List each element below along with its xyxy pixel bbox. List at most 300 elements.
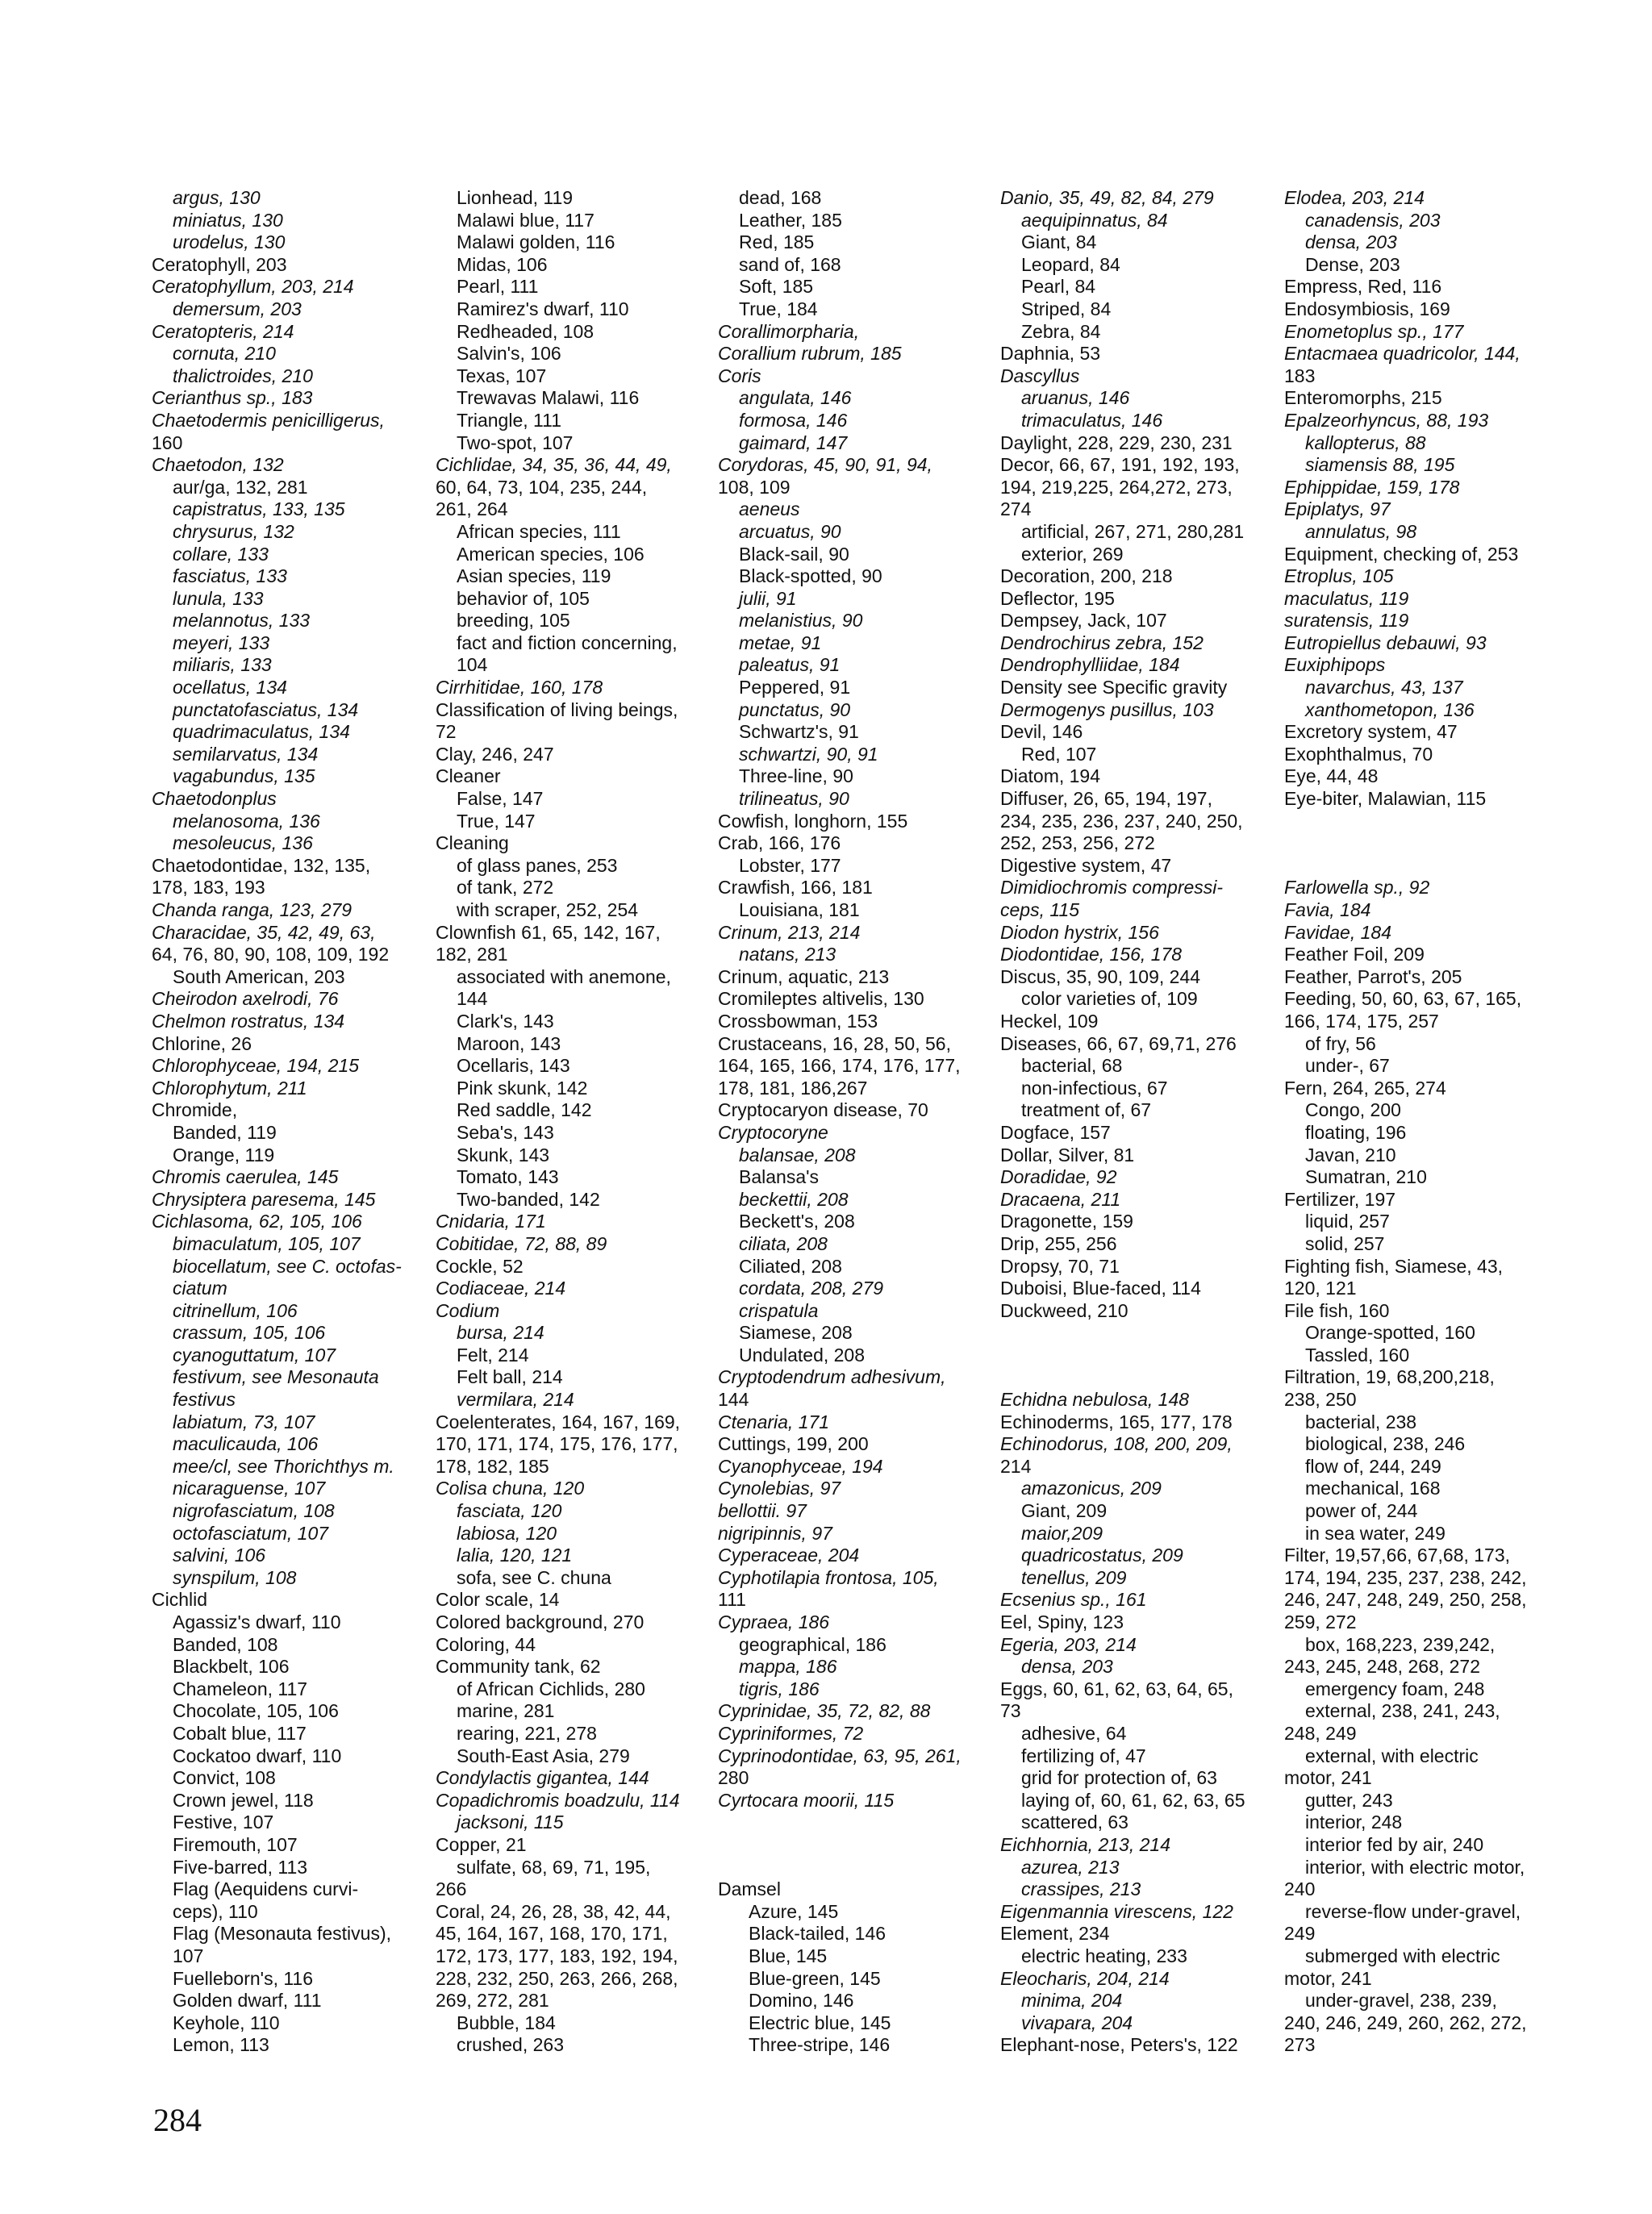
index-entry: 160 [152, 432, 183, 453]
index-entry: Cleaning [436, 832, 509, 854]
index-entry: Coral, 24, 26, 28, 38, 42, 44, [436, 1900, 671, 1922]
index-entry: Chlorophyceae, 194, 215 [152, 1055, 360, 1077]
index-subentry: artificial, 267, 271, 280,281 [1021, 520, 1245, 542]
index-subentry: festivus [173, 1389, 236, 1411]
index-entry: Classification of living beings, [436, 698, 678, 720]
index-entry: Dogface, 157 [1000, 1121, 1111, 1143]
index-subentry: interior, with electric motor, [1305, 1856, 1525, 1878]
index-subentry: fasciatus, 133 [173, 565, 287, 587]
index-subentry: Bubble, 184 [457, 2012, 556, 2033]
index-entry: Damsel [718, 1878, 781, 1900]
index-entry: Chaetodontidae, 132, 135, [152, 854, 371, 876]
index-subentry: paleatus, 91 [739, 654, 841, 676]
index-subentry: Triangle, 111 [457, 409, 561, 431]
index-entry: motor, 241 [1284, 1767, 1372, 1789]
index-subentry: American species, 106 [457, 543, 645, 565]
index-subentry: Black-tailed, 146 [749, 1923, 886, 1945]
index-entry: Density see Specific gravity [1000, 677, 1228, 698]
index-entry: Enteromorphs, 215 [1284, 387, 1442, 409]
index-subentry: Black-sail, 90 [739, 543, 849, 565]
index-subentry: labiatum, 73, 107 [173, 1411, 315, 1432]
index-subentry: flow of, 244, 249 [1305, 1455, 1441, 1477]
index-entry: 238, 250 [1284, 1389, 1357, 1411]
index-entry: Ecsenius sp., 161 [1000, 1589, 1147, 1611]
index-entry: 182, 281 [436, 944, 508, 965]
index-entry: Cnidaria, 171 [436, 1211, 546, 1232]
index-entry: 64, 76, 80, 90, 108, 109, 192 [152, 944, 390, 965]
index-subentry: ceps), 110 [173, 1900, 258, 1922]
index-entry: Cichlidae, 34, 35, 36, 44, 49, [436, 454, 672, 476]
index-subentry: nigrofasciatum, 108 [173, 1500, 335, 1522]
index-subentry: Salvin's, 106 [457, 343, 561, 365]
index-entry: Cryptocoryne [718, 1121, 828, 1143]
index-entry: Duboisi, Blue-faced, 114 [1000, 1278, 1201, 1299]
index-subentry: bursa, 214 [457, 1322, 544, 1344]
index-entry: Coelenterates, 164, 167, 169, [436, 1411, 681, 1432]
index-subentry: floating, 196 [1305, 1121, 1407, 1143]
index-entry: Ctenaria, 171 [718, 1411, 830, 1432]
index-subentry: adhesive, 64 [1021, 1722, 1127, 1744]
index-entry: Eel, Spiny, 123 [1000, 1612, 1124, 1632]
index-subentry: Golden dwarf, 111 [173, 1990, 322, 2012]
index-subentry: fact and fiction concerning, [457, 632, 678, 653]
index-entry: 73 [1000, 1700, 1021, 1722]
index-spacer [1284, 832, 1555, 855]
index-subentry: vermilara, 214 [457, 1389, 574, 1411]
index-subentry: mappa, 186 [739, 1656, 837, 1678]
index-entry: Dempsey, Jack, 107 [1000, 610, 1167, 632]
index-subentry: rearing, 221, 278 [457, 1722, 597, 1744]
index-subentry: gaimard, 147 [739, 432, 848, 453]
index-entry: 259, 272 [1284, 1612, 1357, 1632]
index-subentry: Orange-spotted, 160 [1305, 1322, 1475, 1344]
index-subentry: crassum, 105, 106 [173, 1322, 326, 1344]
index-subentry: biological, 238, 246 [1305, 1433, 1466, 1455]
index-subentry: exterior, 269 [1021, 543, 1124, 565]
index-entry: Coris [718, 365, 761, 386]
index-subentry: dead, 168 [739, 187, 822, 208]
index-entry: Cichlasoma, 62, 105, 106 [152, 1211, 362, 1232]
index-subentry: Three-line, 90 [739, 765, 853, 787]
index-subentry: treatment of, 67 [1021, 1099, 1152, 1121]
index-subentry: chrysurus, 132 [173, 520, 294, 542]
index-subentry: Tassled, 160 [1305, 1344, 1410, 1366]
index-subentry: Crown jewel, 118 [173, 1789, 314, 1811]
index-entry: 249 [1284, 1923, 1316, 1945]
index-subentry: Banded, 108 [173, 1633, 278, 1655]
index-entry: 178, 183, 193 [152, 877, 265, 899]
index-entry: 269, 272, 281 [436, 1990, 549, 2012]
index-entry: Dermogenys pusillus, 103 [1000, 698, 1214, 720]
index-subentry: formosa, 146 [739, 409, 848, 431]
index-subentry: Undulated, 208 [739, 1344, 866, 1366]
index-entry: 246, 247, 248, 249, 250, 258, [1284, 1589, 1527, 1611]
index-subentry: bacterial, 238 [1305, 1411, 1417, 1432]
index-entry: Echinoderms, 165, 177, 178 [1000, 1411, 1233, 1432]
index-subentry: solid, 257 [1305, 1232, 1385, 1254]
index-subentry: Ramirez's dwarf, 110 [457, 298, 629, 319]
index-subentry: cordata, 208, 279 [739, 1278, 884, 1299]
index-subentry: scattered, 63 [1021, 1812, 1128, 1833]
index-subentry: crassipes, 213 [1021, 1878, 1141, 1900]
index-entry: Crinum, aquatic, 213 [718, 965, 890, 987]
index-subentry: melannotus, 133 [173, 610, 311, 632]
index-subentry: biocellatum, see C. octofas- [173, 1255, 402, 1277]
index-entry: suratensis, 119 [1284, 610, 1409, 632]
index-entry: Entacmaea quadricolor, 144, [1284, 343, 1521, 365]
index-subentry: Texas, 107 [457, 365, 547, 386]
index-subentry: Azure, 145 [749, 1900, 839, 1922]
index-subentry: urodelus, 130 [173, 231, 286, 253]
index-spacer [1284, 811, 1555, 833]
index-subentry: Blackbelt, 106 [173, 1656, 290, 1678]
index-entry: Clownfish 61, 65, 142, 167, [436, 921, 661, 943]
index-entry: Egeria, 203, 214 [1000, 1633, 1137, 1655]
index-entry: Heckel, 109 [1000, 1010, 1099, 1032]
index-entry: Diseases, 66, 67, 69,71, 276 [1000, 1032, 1237, 1054]
index-subentry: vivapara, 204 [1021, 2012, 1133, 2033]
index-subentry: mesoleucus, 136 [173, 832, 313, 854]
index-entry: Condylactis gigantea, 144 [436, 1767, 649, 1789]
index-subentry: aequipinnatus, 84 [1021, 209, 1168, 231]
index-entry: Enometoplus sp., 177 [1284, 320, 1464, 342]
index-entry: Chromis caerulea, 145 [152, 1166, 339, 1188]
index-subentry: 104 [457, 654, 488, 676]
index-subentry: Orange, 119 [173, 1144, 275, 1165]
index-entry: Color scale, 14 [436, 1589, 560, 1611]
index-entry: Dropsy, 70, 71 [1000, 1255, 1120, 1277]
index-subentry: in sea water, 249 [1305, 1522, 1446, 1544]
index-entry: Clay, 246, 247 [436, 743, 554, 765]
index-subentry: gutter, 243 [1305, 1789, 1393, 1811]
index-subentry: associated with anemone, [457, 965, 671, 987]
index-entry: Chlorine, 26 [152, 1032, 252, 1054]
index-subentry: reverse-flow under-gravel, [1305, 1900, 1521, 1922]
index-entry: Eye, 44, 48 [1284, 765, 1379, 787]
index-subentry: densa, 203 [1305, 231, 1397, 253]
index-subentry: Maroon, 143 [457, 1032, 561, 1054]
index-entry: Cryptocaryon disease, 70 [718, 1099, 928, 1121]
index-entry: Diffuser, 26, 65, 194, 197, [1000, 788, 1212, 810]
index-entry: Colored background, 270 [436, 1612, 645, 1632]
index-subentry: Red saddle, 142 [457, 1099, 592, 1121]
index-entry: Coloring, 44 [436, 1633, 536, 1655]
index-column-1 [152, 187, 423, 2057]
index-subentry: maior,209 [1021, 1522, 1103, 1544]
index-subentry: Black-spotted, 90 [739, 565, 882, 587]
index-entry: Cypriniformes, 72 [718, 1722, 864, 1744]
index-spacer [1000, 1345, 1271, 1367]
index-entry: Endosymbiosis, 169 [1284, 298, 1450, 319]
index-entry: Decoration, 200, 218 [1000, 565, 1173, 587]
index-entry: Diatom, 194 [1000, 765, 1101, 787]
index-subentry: Malawi blue, 117 [457, 209, 594, 231]
index-subentry: festivum, see Mesonauta [173, 1366, 379, 1388]
index-subentry: laying of, 60, 61, 62, 63, 65 [1021, 1789, 1245, 1811]
index-subentry: Convict, 108 [173, 1767, 276, 1789]
index-subentry: meyeri, 133 [173, 632, 270, 653]
index-subentry: electric heating, 233 [1021, 1945, 1187, 1966]
index-entry: maculatus, 119 [1284, 587, 1409, 609]
index-entry: Digestive system, 47 [1000, 854, 1172, 876]
index-entry: Dimidiochromis compressi- [1000, 877, 1224, 899]
index-entry: Feeding, 50, 60, 63, 67, 165, [1284, 988, 1522, 1010]
index-entry: 174, 194, 235, 237, 238, 242, [1284, 1566, 1527, 1588]
index-entry: Eutropiellus debauwi, 93 [1284, 632, 1487, 653]
index-entry: Copadichromis boadzulu, 114 [436, 1789, 680, 1811]
index-entry: Chrysiptera paresema, 145 [152, 1188, 376, 1210]
index-entry: Danio, 35, 49, 82, 84, 279 [1000, 187, 1214, 208]
index-subentry: nicaraguense, 107 [173, 1478, 326, 1499]
index-subentry: vagabundus, 135 [173, 765, 315, 787]
index-subentry: Soft, 185 [739, 276, 814, 298]
index-subentry: amazonicus, 209 [1021, 1478, 1162, 1499]
index-entry: Copper, 21 [436, 1833, 527, 1855]
index-spacer [718, 1812, 989, 1834]
index-subentry: Clark's, 143 [457, 1010, 554, 1032]
index-subentry: Banded, 119 [173, 1121, 277, 1143]
index-entry: Chelmon rostratus, 134 [152, 1010, 345, 1032]
index-subentry: Pink skunk, 142 [457, 1077, 588, 1099]
index-entry: 172, 173, 177, 183, 192, 194, [436, 1945, 678, 1966]
index-subentry: Sumatran, 210 [1305, 1166, 1427, 1188]
index-subentry: 144 [457, 988, 488, 1010]
index-subentry: 107 [173, 1945, 204, 1966]
index-entry: 266 [436, 1878, 467, 1900]
index-subentry: arcuatus, 90 [739, 520, 841, 542]
index-entry: 144 [718, 1389, 749, 1411]
index-subentry: liquid, 257 [1305, 1211, 1390, 1232]
index-subentry: external, 238, 241, 243, [1305, 1700, 1500, 1722]
index-subentry: Seba's, 143 [457, 1121, 554, 1143]
index-subentry: Two-spot, 107 [457, 432, 574, 453]
index-subentry: power of, 244 [1305, 1500, 1418, 1522]
index-subentry: Trewavas Malawi, 116 [457, 387, 640, 409]
index-subentry: mee/cl, see Thorichthys m. [173, 1455, 394, 1477]
index-subentry: crushed, 263 [457, 2034, 564, 2056]
index-subentry: Ciliated, 208 [739, 1255, 842, 1277]
index-subentry: geographical, 186 [739, 1633, 886, 1655]
index-subentry: Dense, 203 [1305, 253, 1400, 275]
index-subentry: crispatula [739, 1299, 819, 1321]
index-subentry: interior fed by air, 240 [1305, 1833, 1484, 1855]
index-subentry: Asian species, 119 [457, 565, 611, 587]
index-entry: bellottii. 97 [718, 1500, 807, 1522]
index-subentry: sulfate, 68, 69, 71, 195, [457, 1856, 651, 1878]
index-entry: Cryptodendrum adhesivum, [718, 1366, 946, 1388]
index-entry: Chlorophytum, 211 [152, 1077, 307, 1099]
index-entry: Cleaner [436, 765, 501, 787]
index-subentry: Leather, 185 [739, 209, 842, 231]
index-entry: Feather, Parrot's, 205 [1284, 965, 1462, 987]
index-subentry: semilarvatus, 134 [173, 743, 319, 765]
index-subentry: under-gravel, 238, 239, [1305, 1990, 1497, 2012]
index-entry: Daphnia, 53 [1000, 343, 1101, 365]
index-entry: 240, 246, 249, 260, 262, 272, [1284, 2012, 1527, 2033]
index-entry: Excretory system, 47 [1284, 721, 1458, 743]
index-subentry: tenellus, 209 [1021, 1566, 1127, 1588]
index-subentry: non-infectious, 67 [1021, 1077, 1168, 1099]
index-subentry: Blue, 145 [749, 1945, 828, 1966]
index-subentry: melanosoma, 136 [173, 810, 320, 832]
index-entry: Drip, 255, 256 [1000, 1232, 1117, 1254]
index-entry: Duckweed, 210 [1000, 1299, 1128, 1321]
index-subentry: Redheaded, 108 [457, 320, 594, 342]
index-entry: 164, 165, 166, 174, 176, 177, [718, 1055, 961, 1077]
index-entry: 240 [1284, 1878, 1316, 1900]
index-entry: Codiaceae, 214 [436, 1278, 566, 1299]
index-subentry: South-East Asia, 279 [457, 1745, 630, 1766]
index-entry: 170, 171, 174, 175, 176, 177, [436, 1433, 678, 1455]
index-entry: Eye-biter, Malawian, 115 [1284, 788, 1487, 810]
index-entry: 243, 245, 248, 268, 272 [1284, 1656, 1480, 1678]
index-entry: Cockle, 52 [436, 1255, 524, 1277]
index-subentry: marine, 281 [457, 1700, 555, 1722]
index-subentry: under-, 67 [1305, 1055, 1390, 1077]
index-subentry: aruanus, 146 [1021, 387, 1130, 409]
index-subentry: Flag (Aequidens curvi- [173, 1878, 359, 1900]
index-subentry: Balansa's [739, 1166, 820, 1188]
index-entry: Dendrochirus zebra, 152 [1000, 632, 1204, 653]
index-subentry: cornuta, 210 [173, 343, 276, 365]
index-entry: Cowfish, longhorn, 155 [718, 810, 908, 832]
index-entry: Diodontidae, 156, 178 [1000, 944, 1183, 965]
index-subentry: ocellatus, 134 [173, 677, 287, 698]
index-entry: Cyprinidae, 35, 72, 82, 88 [718, 1700, 931, 1722]
index-subentry: tigris, 186 [739, 1678, 820, 1699]
index-entry: Filter, 19,57,66, 67,68, 173, [1284, 1545, 1511, 1566]
index-subentry: Striped, 84 [1021, 298, 1112, 319]
index-entry: Cyprinodontidae, 63, 95, 261, [718, 1745, 962, 1766]
index-subentry: Lemon, 113 [173, 2034, 269, 2056]
index-entry: Dascyllus [1000, 365, 1080, 386]
index-subentry: of tank, 272 [457, 877, 554, 899]
index-subentry: Skunk, 143 [457, 1144, 550, 1165]
index-entry: Cuttings, 199, 200 [718, 1433, 869, 1455]
index-subentry: Pearl, 84 [1021, 276, 1096, 298]
index-subentry: external, with electric [1305, 1745, 1479, 1766]
index-entry: Colisa chuna, 120 [436, 1478, 585, 1499]
index-subentry: ciliata, 208 [739, 1232, 828, 1254]
index-entry: Corallium rubrum, 185 [718, 343, 902, 365]
index-subentry: Lobster, 177 [739, 854, 841, 876]
index-subentry: mechanical, 168 [1305, 1478, 1441, 1499]
index-subentry: lalia, 120, 121 [457, 1545, 573, 1566]
page-number: 284 [153, 2102, 202, 2138]
index-entry: Ceratopteris, 214 [152, 320, 294, 342]
index-subentry: natans, 213 [739, 944, 836, 965]
index-entry: Chaetodermis penicilligerus, [152, 409, 385, 431]
index-subentry: Siamese, 208 [739, 1322, 853, 1344]
index-entry: 120, 121 [1284, 1278, 1357, 1299]
index-subentry: punctatus, 90 [739, 698, 851, 720]
index-subentry: densa, 203 [1021, 1656, 1113, 1678]
index-entry: 252, 253, 256, 272 [1000, 832, 1155, 854]
index-entry: Crab, 166, 176 [718, 832, 841, 854]
index-entry: nigripinnis, 97 [718, 1522, 832, 1544]
index-subentry: jacksoni, 115 [457, 1812, 564, 1833]
index-entry: Cyrtocara moorii, 115 [718, 1789, 895, 1811]
index-subentry: octofasciatum, 107 [173, 1522, 329, 1544]
index-subentry: Giant, 84 [1021, 231, 1097, 253]
index-entry: 166, 174, 175, 257 [1284, 1010, 1439, 1032]
index-subentry: Keyhole, 110 [173, 2012, 280, 2033]
index-entry: Cirrhitidae, 160, 178 [436, 677, 603, 698]
index-subentry: emergency foam, 248 [1305, 1678, 1485, 1699]
index-subentry: Schwartz's, 91 [739, 721, 859, 743]
index-subentry: behavior of, 105 [457, 587, 590, 609]
index-entry: 45, 164, 167, 168, 170, 171, [436, 1923, 668, 1945]
index-subentry: Electric blue, 145 [749, 2012, 891, 2033]
index-subentry: Red, 107 [1021, 743, 1097, 765]
index-column-5 [1284, 187, 1555, 2057]
index-subentry: Agassiz's dwarf, 110 [173, 1612, 341, 1632]
index-entry: 72 [436, 721, 457, 743]
index-subentry: True, 184 [739, 298, 818, 319]
index-entry: Farlowella sp., 92 [1284, 877, 1430, 899]
index-subentry: metae, 91 [739, 632, 822, 653]
index-subentry: False, 147 [457, 788, 544, 810]
index-subentry: color varieties of, 109 [1021, 988, 1198, 1010]
index-entry: Deflector, 195 [1000, 587, 1115, 609]
index-subentry: beckettii, 208 [739, 1188, 849, 1210]
index-entry: Fighting fish, Siamese, 43, [1284, 1255, 1504, 1277]
index-column-2 [436, 187, 707, 2057]
index-entry: 274 [1000, 498, 1032, 520]
index-subentry: bacterial, 68 [1021, 1055, 1123, 1077]
index-subentry: True, 147 [457, 810, 536, 832]
index-subentry: Two-banded, 142 [457, 1188, 600, 1210]
index-subentry: synspilum, 108 [173, 1566, 297, 1588]
index-entry: Chaetodonplus [152, 788, 277, 810]
index-subentry: miliaris, 133 [173, 654, 272, 676]
index-subentry: demersum, 203 [173, 298, 302, 319]
index-subentry: Tomato, 143 [457, 1166, 559, 1188]
index-entry: Ceratophyll, 203 [152, 253, 287, 275]
index-entry: 214 [1000, 1455, 1032, 1477]
index-entry: Cerianthus sp., 183 [152, 387, 313, 409]
index-subentry: Felt, 214 [457, 1344, 529, 1366]
index-subentry: Lionhead, 119 [457, 187, 574, 208]
index-subentry: ciatum [173, 1278, 227, 1299]
index-subentry: argus, 130 [173, 187, 261, 208]
index-subentry: Blue-green, 145 [749, 1967, 881, 1989]
index-entry: Crawfish, 166, 181 [718, 877, 873, 899]
index-subentry: bimaculatum, 105, 107 [173, 1232, 361, 1254]
index-subentry: aur/ga, 132, 281 [173, 476, 308, 498]
index-entry: Euxiphipops [1284, 654, 1386, 676]
index-spacer [718, 1857, 989, 1879]
index-subentry: lunula, 133 [173, 587, 264, 609]
index-entry: Cromileptes altivelis, 130 [718, 988, 924, 1010]
index-entry: Favia, 184 [1284, 899, 1371, 920]
index-subentry: Javan, 210 [1305, 1144, 1396, 1165]
index-subentry: trilineatus, 90 [739, 788, 849, 810]
index-subentry: citrinellum, 106 [173, 1299, 298, 1321]
index-entry: ceps, 115 [1000, 899, 1080, 920]
index-subentry: quadrimaculatus, 134 [173, 721, 350, 743]
index-entry: Discus, 35, 90, 109, 244 [1000, 965, 1201, 987]
index-subentry: minima, 204 [1021, 1990, 1123, 2012]
index-entry: Elodea, 203, 214 [1284, 187, 1425, 208]
index-entry: 111 [718, 1589, 746, 1611]
index-entry: Empress, Red, 116 [1284, 276, 1442, 298]
index-subentry: Cockatoo dwarf, 110 [173, 1745, 342, 1766]
index-entry: Codium [436, 1299, 500, 1321]
index-subentry: Beckett's, 208 [739, 1211, 855, 1232]
index-subentry: labiosa, 120 [457, 1522, 557, 1544]
index-subentry: angulata, 146 [739, 387, 852, 409]
